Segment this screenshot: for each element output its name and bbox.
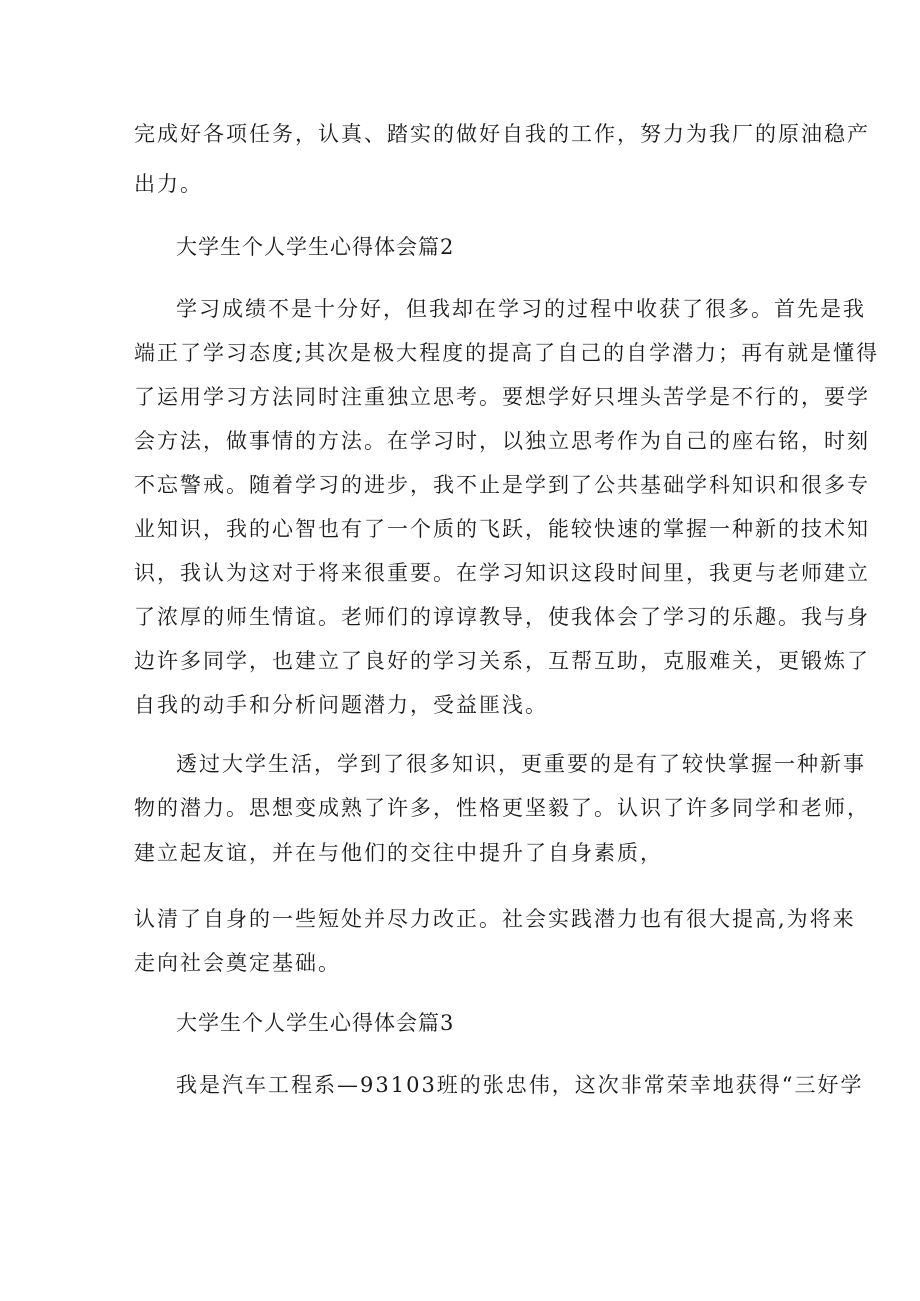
- section-2-para-3-line-2: 走向社会奠定基础。: [134, 951, 341, 975]
- section-2-para-1-line-9: 边许多同学，也建立了良好的学习关系，互帮互助，克服难关，更锻炼了: [134, 649, 870, 673]
- section-2-para-1-line-5: 不忘警戒。随着学习的进步，我不止是学到了公共基础学科知识和很多专: [134, 473, 870, 497]
- section-2-para-1-line-2: 端正了学习态度;其次是极大程度的提高了自己的自学潜力；再有就是懂得: [134, 341, 880, 365]
- section-2-para-1-line-8: 了浓厚的师生情谊。老师们的谆谆教导，使我体会了学习的乐趣。我与身: [134, 605, 870, 629]
- intro-line-2: 出力。: [134, 172, 203, 196]
- section-3-title: 大学生个人学生心得体会篇3: [176, 1011, 455, 1035]
- section-2-para-1-line-10: 自我的动手和分析问题潜力，受益匪浅。: [134, 693, 548, 717]
- section-2-para-1-line-7: 识，我认为这对于将来很重要。在学习知识这段时间里，我更与老师建立: [134, 561, 870, 585]
- section-2-para-1-line-3: 了运用学习方法同时注重独立思考。要想学好只埋头苦学是不行的，要学: [134, 385, 870, 409]
- intro-line-1: 完成好各项任务，认真、踏实的做好自我的工作，努力为我厂的原油稳产: [134, 122, 870, 146]
- section-2-para-2-line-3: 建立起友谊，并在与他们的交往中提升了自身素质，: [134, 841, 663, 865]
- section-3-para-1-line-1: 我是汽车工程系—93103班的张忠伟，这次非常荣幸地获得“三好学: [176, 1073, 864, 1097]
- section-2-para-2-line-2: 物的潜力。思想变成熟了许多，性格更坚毅了。认识了许多同学和老师，: [134, 796, 870, 820]
- section-2-para-2-line-1: 透过大学生活，学到了很多知识，更重要的是有了较快掌握一种新事: [176, 752, 866, 776]
- section-2-title: 大学生个人学生心得体会篇2: [176, 235, 455, 259]
- section-2-para-1-line-1: 学习成绩不是十分好，但我却在学习的过程中收获了很多。首先是我: [176, 297, 866, 321]
- section-2-para-1-line-4: 会方法，做事情的方法。在学习时，以独立思考作为自己的座右铭，时刻: [134, 429, 870, 453]
- section-2-para-3-line-1: 认清了自身的一些短处并尽力改正。社会实践潜力也有很大提高,为将来: [134, 907, 856, 931]
- section-2-para-1-line-6: 业知识，我的心智也有了一个质的飞跃，能较快速的掌握一种新的技术知: [134, 517, 870, 541]
